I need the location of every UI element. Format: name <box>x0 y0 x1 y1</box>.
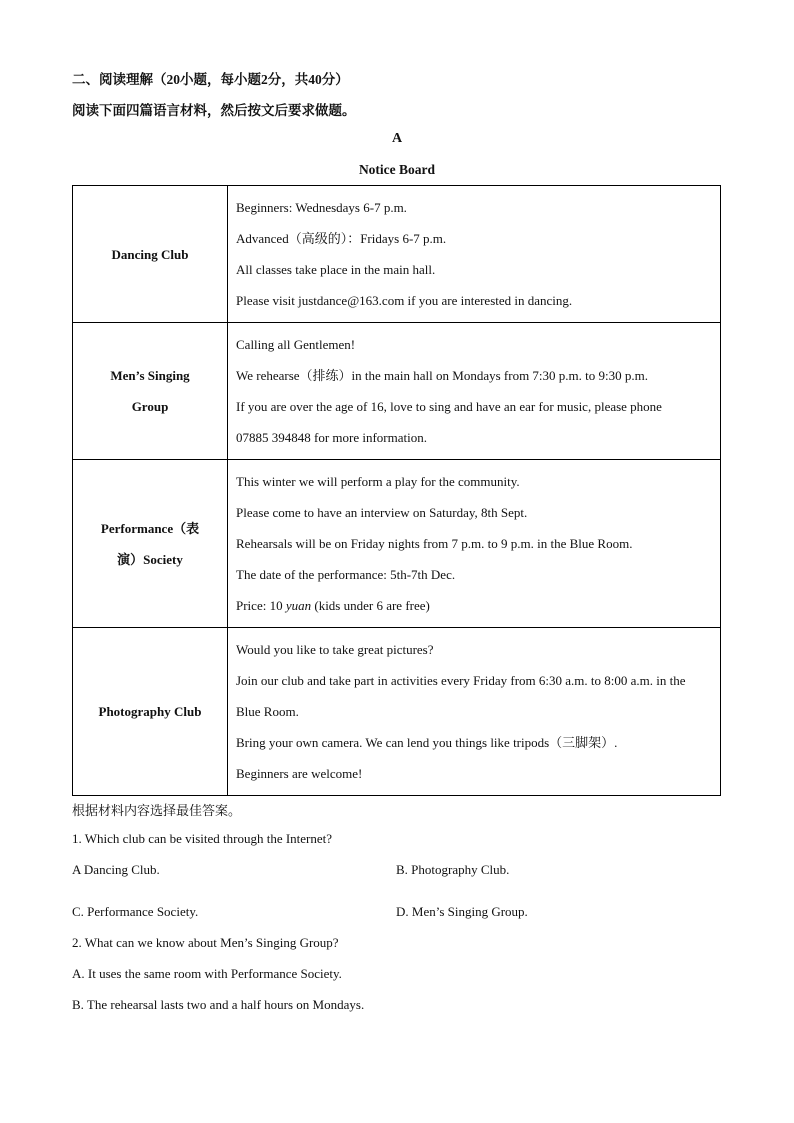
detail-line: The date of the performance: 5th-7th Dec. <box>236 567 456 582</box>
question-stem: 1. Which club can be visited through the Internet? <box>72 831 333 846</box>
club-details <box>228 323 721 460</box>
price-suffix: (kids under 6 are free) <box>311 598 430 613</box>
detail-line: Bring your own camera. We can lend you things like tripods（三脚架）. <box>236 735 618 750</box>
option-a: A. It uses the same room with Performance Society. <box>72 966 342 981</box>
detail-line: Beginners are welcome! <box>236 766 363 781</box>
detail-line: Please visit justdance@163.com if you are interested in dancing. <box>236 293 573 308</box>
option-b: B. Photography Club. <box>396 862 510 877</box>
club-name <box>73 460 228 628</box>
option-c: C. Performance Society. <box>72 904 199 919</box>
price-line <box>236 590 712 621</box>
option-d: D. Men’s Singing Group. <box>396 904 528 919</box>
table-row <box>73 628 721 796</box>
table-row <box>73 460 721 628</box>
table-row <box>73 186 721 323</box>
price-unit: yuan <box>285 598 312 613</box>
club-details <box>228 186 721 323</box>
detail-line: 07885 394848 for more information. <box>236 430 427 445</box>
detail-line: Beginners: Wednesdays 6-7 p.m. <box>236 200 407 215</box>
option-b: B. The rehearsal lasts two and a half hours on Mondays. <box>72 997 365 1012</box>
club-name: Dancing Club <box>73 186 228 323</box>
detail-line: We rehearse（排练）in the main hall on Mondays from 7:30 p.m. to 9:30 p.m. <box>236 368 648 383</box>
section-title: 二、阅读理解（20小题，每小题2分，共40分） <box>72 72 349 87</box>
notice-board-table <box>72 185 721 796</box>
detail-line: Advanced（高级的）：Fridays 6-7 p.m. <box>236 231 447 246</box>
detail-line: All classes take place in the main hall. <box>236 262 436 277</box>
club-name-text: Performance（表演）Society <box>100 520 200 567</box>
question-stem: 2. What can we know about Men’s Singing Group? <box>72 935 339 950</box>
club-details <box>228 460 721 628</box>
detail-line: Join our club and take part in activities every Friday from 6:30 a.m. to 8:00 a.m. in the Blue Room. <box>236 673 686 719</box>
instruction: 阅读下面四篇语言材料，然后按文后要求做题。 <box>72 103 356 118</box>
detail-line: If you are over the age of 16, love to sing and have an ear for music, please phone <box>236 399 662 414</box>
detail-line: Rehearsals will be on Friday nights from 7 p.m. to 9 p.m. in the Blue Room. <box>236 536 633 551</box>
board-title: Notice Board <box>358 162 436 177</box>
club-name <box>73 323 228 460</box>
detail-line: Would you like to take great pictures? <box>236 642 434 657</box>
question-instruction: 根据材料内容选择最佳答案。 <box>72 803 242 818</box>
detail-line: Please come to have an interview on Saturday, 8th Sept. <box>236 505 528 520</box>
detail-line: This winter we will perform a play for the community. <box>236 474 520 489</box>
price-prefix: Price: 10 <box>236 598 286 613</box>
club-name-text: Men’s Singing Group <box>110 368 190 414</box>
detail-line: Calling all Gentlemen! <box>236 337 356 352</box>
passage-label: A <box>391 131 403 146</box>
option-a: A Dancing Club. <box>72 862 160 877</box>
club-details <box>228 628 721 796</box>
club-name: Photography Club <box>73 628 228 796</box>
table-row <box>73 323 721 460</box>
